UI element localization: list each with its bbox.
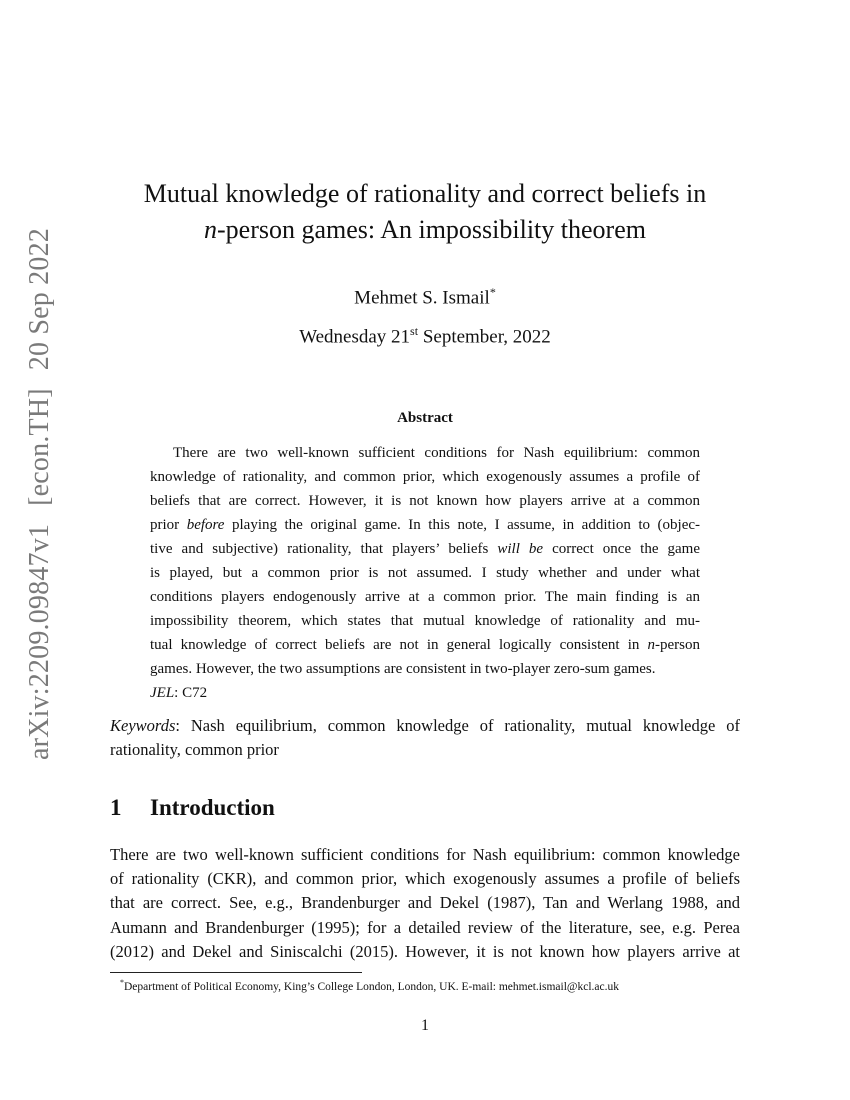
- date-ordinal: st: [410, 324, 419, 338]
- abstract-heading: Abstract: [397, 410, 453, 426]
- abstract-body: [150, 441, 700, 705]
- section-number: 1: [110, 795, 122, 820]
- title-line-1: Mutual knowledge of rationality and correct beliefs in: [143, 179, 707, 208]
- abstract-emph-before: before: [186, 517, 225, 533]
- arxiv-category: [econ.TH]: [24, 388, 55, 506]
- keywords-line-1: [110, 714, 740, 738]
- jel-value: : C72: [174, 685, 208, 701]
- keywords-line-2: rationality, common prior: [110, 740, 279, 759]
- title-italic-n: n: [204, 215, 218, 244]
- abstract-line-9-a: tual knowledge of correct beliefs are not in general logically consistent in: [150, 637, 640, 653]
- keywords-list-1: : Nash equilibrium, common knowledge of rationality, mutual knowledge of: [175, 716, 740, 735]
- abstract-line-8: impossibility theorem, which states that mutual knowledge of rationality and mu-: [150, 613, 700, 629]
- date-suffix: September, 2022: [418, 326, 551, 348]
- intro-line-3: that are correct. See, e.g., Brandenburger and Dekel (1987), Tan and Werlang 1988, and: [110, 893, 740, 913]
- title-line-2-rest: -person games: An impossibility theorem: [217, 215, 646, 244]
- abstract-line-4-b: playing the original game. In this note, I assume, in addition to (objec-: [232, 517, 701, 533]
- footnote-rule: [110, 972, 362, 973]
- keywords: [110, 714, 740, 762]
- author-footnote-mark: *: [489, 285, 496, 299]
- abstract-emph-will-be: will be: [497, 541, 544, 557]
- intro-line-4: Aumann and Brandenburger (1995); for a detailed review of the literature, see, e.g. Perea: [110, 917, 740, 937]
- abstract-line-4-a: prior: [150, 517, 180, 533]
- arxiv-id: arXiv:2209.09847v1: [24, 523, 55, 760]
- author-name: Mehmet S. Ismail: [354, 287, 490, 309]
- footnote-text: Department of Political Economy, King’s College London, London, UK. E-mail: mehmet.ismail@kcl.ac.uk: [124, 980, 619, 993]
- date-prefix: Wednesday 21: [299, 326, 411, 348]
- abstract-line-5: [150, 537, 700, 561]
- abstract-line-10: games. However, the two assumptions are consistent in two-player zero-sum games.: [150, 661, 656, 677]
- abstract-line-7: conditions players endogenously arrive at a common prior. The main finding is an: [150, 589, 700, 605]
- intro-line-2: of rationality (CKR), and common prior, which exogenously assumes a profile of beliefs: [110, 869, 740, 889]
- abstract-line-4: [150, 513, 700, 537]
- page-number: 1: [421, 1017, 429, 1034]
- footnote: [120, 978, 619, 993]
- arxiv-stamp: [24, 210, 56, 760]
- abstract-line-9: [150, 633, 700, 657]
- abstract-line-3: beliefs that are correct. However, it is not known how players arrive at a common: [150, 493, 700, 509]
- author: [100, 285, 750, 309]
- arxiv-date: 20 Sep 2022: [24, 228, 55, 371]
- intro-line-1: There are two well-known sufficient conditions for Nash equilibrium: common knowledge: [110, 845, 740, 864]
- intro-line-5: (2012) and Dekel and Siniscalchi (2015). However, it is not known how players arrive at: [110, 941, 740, 961]
- abstract-jel: [150, 681, 700, 705]
- section-heading-introduction: [110, 795, 275, 821]
- jel-label: JEL: [150, 685, 175, 701]
- abstract-italic-n: n: [647, 637, 656, 653]
- intro-paragraph: [110, 843, 740, 964]
- abstract-line-6: is played, but a common prior is not assumed. I study whether and under what: [150, 565, 700, 581]
- publication-date: [100, 324, 750, 348]
- abstract-line-1: There are two well-known sufficient conditions for Nash equilibrium: common: [173, 445, 700, 461]
- paper-title: [100, 176, 750, 248]
- abstract-line-5-a: tive and subjective) rationality, that players’ beliefs: [150, 541, 489, 557]
- section-title: Introduction: [150, 795, 275, 820]
- abstract-line-9-b: -person: [655, 637, 701, 653]
- abstract-line-5-b: correct once the game: [552, 541, 701, 557]
- footnote-mark: *: [120, 978, 124, 987]
- abstract-line-2: knowledge of rationality, and common prior, which exogenously assumes a profile of: [150, 469, 700, 485]
- keywords-label: Keywords: [110, 716, 176, 735]
- title-line-2: [100, 212, 750, 248]
